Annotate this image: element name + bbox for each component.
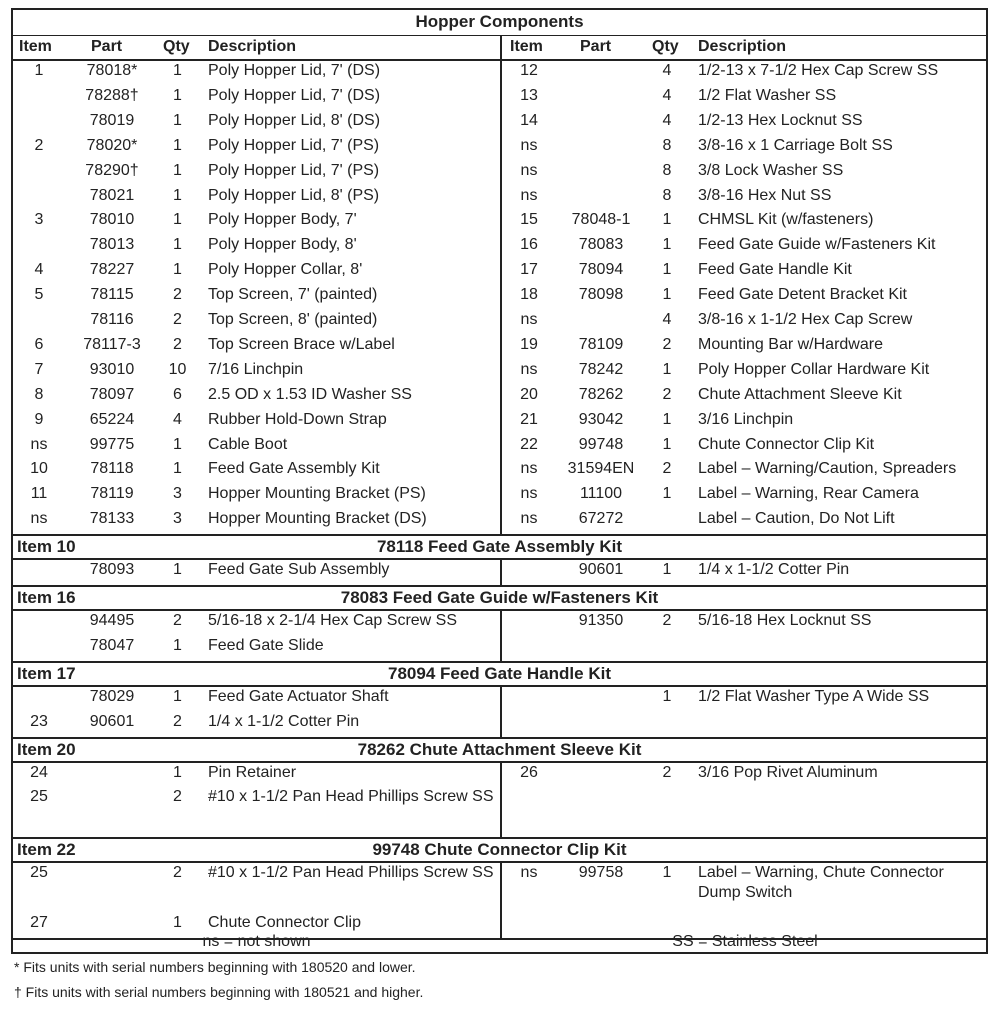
cell-desc: 7/16 Linchpin <box>208 360 304 378</box>
kit-title: 78094 Feed Gate Handle Kit <box>388 664 611 683</box>
cell-qty: 1 <box>173 637 182 654</box>
cell-part: 91350 <box>578 612 624 629</box>
cell-desc: Pin Retainer <box>208 764 297 781</box>
footnote-dagger: † Fits units with serial numbers beginning with 180521 and higher. <box>14 984 424 1000</box>
cell-item: 11 <box>30 485 48 503</box>
cell-qty: 1 <box>662 485 672 503</box>
kit-item-label: Item 17 <box>17 664 76 683</box>
header-item-right: Item <box>510 38 543 55</box>
cell-qty: 1 <box>173 914 182 931</box>
cell-qty: 1 <box>662 410 672 428</box>
cell-part: 78048-1 <box>571 211 631 229</box>
cell-part: 78118 <box>90 460 134 478</box>
parts-table <box>11 8 988 954</box>
cell-desc: Feed Gate Actuator Shaft <box>208 688 389 705</box>
cell-desc: Feed Gate Guide w/Fasteners Kit <box>698 236 936 254</box>
cell-qty: 1 <box>173 111 182 129</box>
cell-desc: Rubber Hold-Down Strap <box>208 410 387 428</box>
cell-qty: 1 <box>662 261 672 279</box>
kit-item-label: Item 10 <box>17 537 76 556</box>
cell-qty: 6 <box>173 385 182 403</box>
kit-section-header <box>13 536 986 558</box>
cell-part: 78116 <box>90 311 134 328</box>
cell-part: 99758 <box>578 864 624 881</box>
cell-desc: 5/16-18 x 2-1/4 Hex Cap Screw SS <box>208 612 458 629</box>
cell-desc: Poly Hopper Lid, 7' (PS) <box>208 136 380 154</box>
cell-qty: 1 <box>173 688 182 705</box>
cell-desc: 3/16 Linchpin <box>698 410 794 428</box>
cell-qty: 1 <box>173 211 182 229</box>
cell-part: 78119 <box>90 485 134 503</box>
cell-item: 21 <box>520 410 538 428</box>
cell-qty: 8 <box>662 161 672 179</box>
footnote-asterisk: * Fits units with serial numbers beginning with 180520 and lower. <box>14 959 416 975</box>
cell-desc: 1/2 Flat Washer SS <box>698 86 837 104</box>
cell-desc: #10 x 1-1/2 Pan Head Phillips Screw SS <box>208 788 494 805</box>
cell-desc: 5/16-18 Hex Locknut SS <box>698 612 872 629</box>
cell-qty: 1 <box>662 360 672 378</box>
cell-qty: 1 <box>662 236 672 254</box>
cell-desc: Poly Hopper Lid, 7' (DS) <box>208 86 381 104</box>
cell-desc: Chute Attachment Sleeve Kit <box>698 385 902 403</box>
cell-desc: Label – Warning, Chute Connector Dump Switch <box>698 864 944 901</box>
cell-part: 78098 <box>578 286 624 304</box>
cell-qty: 1 <box>173 186 182 204</box>
header-part-left: Part <box>91 38 123 55</box>
cell-desc: Feed Gate Detent Bracket Kit <box>698 286 907 304</box>
cell-part: 78109 <box>578 335 624 353</box>
kit-section-header <box>13 587 986 609</box>
cell-desc: Poly Hopper Collar, 8' <box>208 261 363 279</box>
cell-part: 78019 <box>89 111 135 129</box>
cell-qty: 1 <box>173 236 182 254</box>
column-divider <box>500 36 502 536</box>
cell-desc: Poly Hopper Lid, 8' (PS) <box>208 186 380 204</box>
cell-part: 90601 <box>89 713 135 730</box>
cell-qty: 3 <box>173 510 182 528</box>
cell-desc: Chute Connector Clip <box>208 914 361 931</box>
cell-item: ns <box>520 136 538 154</box>
cell-qty: 8 <box>662 136 672 154</box>
cell-item: ns <box>520 485 538 503</box>
kit-title: 99748 Chute Connector Clip Kit <box>372 840 627 859</box>
cell-item: 3 <box>34 211 44 229</box>
cell-qty: 3 <box>173 485 182 503</box>
cell-qty: 1 <box>173 561 182 578</box>
cell-item: 14 <box>520 111 538 129</box>
cell-qty: 1 <box>173 435 182 453</box>
cell-desc: Feed Gate Sub Assembly <box>208 561 390 578</box>
header-qty-left: Qty <box>163 38 190 55</box>
cell-item: ns <box>520 510 538 528</box>
cell-qty: 1 <box>173 261 182 279</box>
table-title: Hopper Components <box>415 12 584 31</box>
cell-desc: Top Screen Brace w/Label <box>208 335 395 353</box>
cell-part: 78227 <box>89 261 135 279</box>
cell-qty: 2 <box>173 713 182 730</box>
cell-part: 93042 <box>578 410 624 428</box>
cell-desc: 1/2 Flat Washer Type A Wide SS <box>698 688 930 705</box>
cell-qty: 8 <box>662 186 672 204</box>
cell-desc: Label – Warning, Rear Camera <box>698 485 919 503</box>
kit-section-header <box>13 739 986 761</box>
cell-qty: 2 <box>173 335 182 353</box>
cell-part: 65224 <box>89 410 135 428</box>
cell-desc: Feed Gate Slide <box>208 637 324 654</box>
cell-desc: CHMSL Kit (w/fasteners) <box>698 211 874 229</box>
cell-part: 31594EN <box>567 460 635 478</box>
cell-desc: Hopper Mounting Bracket (DS) <box>208 510 427 528</box>
cell-item: ns <box>520 460 538 478</box>
cell-qty: 1 <box>173 460 182 478</box>
cell-desc: Top Screen, 8' (painted) <box>208 311 378 328</box>
cell-item: 13 <box>520 86 538 104</box>
cell-desc: Cable Boot <box>208 435 288 453</box>
cell-desc: Poly Hopper Lid, 8' (DS) <box>208 111 381 129</box>
cell-qty: 4 <box>662 311 672 328</box>
cell-part: 78018* <box>86 62 138 79</box>
cell-qty: 4 <box>662 86 672 104</box>
cell-part: 78262 <box>578 385 624 403</box>
cell-desc: 1/2-13 x 7-1/2 Hex Cap Screw SS <box>698 62 939 79</box>
cell-qty: 2 <box>173 864 182 881</box>
cell-qty: 1 <box>662 561 672 578</box>
cell-item: 9 <box>34 410 44 428</box>
column-divider <box>500 861 502 938</box>
cell-part: 78020* <box>86 136 138 154</box>
cell-part: 78029 <box>89 688 135 705</box>
cell-part: 78047 <box>89 637 135 654</box>
kit-title: 78118 Feed Gate Assembly Kit <box>376 537 623 556</box>
cell-item: 22 <box>520 435 538 453</box>
cell-qty: 2 <box>173 311 182 328</box>
cell-desc: Feed Gate Handle Kit <box>698 261 852 279</box>
cell-qty: 4 <box>662 111 672 129</box>
cell-item: 15 <box>520 211 538 229</box>
column-divider <box>500 558 502 585</box>
cell-part: 99775 <box>89 435 135 453</box>
cell-item: 19 <box>520 335 538 353</box>
column-divider <box>500 609 502 661</box>
cell-item: 18 <box>520 286 538 304</box>
cell-part: 78083 <box>578 236 624 254</box>
cell-part: 11100 <box>579 485 623 503</box>
cell-qty: 2 <box>662 612 672 629</box>
column-divider <box>500 685 502 737</box>
cell-part: 78290† <box>85 161 139 179</box>
cell-part: 78242 <box>578 360 624 378</box>
cell-desc: Top Screen, 7' (painted) <box>208 286 378 304</box>
cell-qty: 1 <box>662 435 672 453</box>
cell-part: 78288† <box>85 86 139 104</box>
cell-qty: 2 <box>173 612 182 629</box>
cell-qty: 1 <box>173 764 182 781</box>
cell-item: 1 <box>34 62 44 79</box>
cell-desc: Poly Hopper Lid, 7' (DS) <box>208 62 381 79</box>
cell-item: 2 <box>34 136 44 154</box>
cell-desc: Hopper Mounting Bracket (PS) <box>208 485 426 503</box>
header-description-left: Description <box>208 38 297 55</box>
cell-part: 78021 <box>89 186 135 204</box>
cell-item: 26 <box>520 764 538 781</box>
cell-item: 25 <box>30 788 48 805</box>
cell-item: ns <box>30 435 48 453</box>
cell-desc: Poly Hopper Lid, 7' (PS) <box>208 161 380 179</box>
cell-part: 93010 <box>89 360 135 378</box>
cell-desc: 1/4 x 1-1/2 Cotter Pin <box>698 561 850 578</box>
cell-item: 10 <box>30 460 48 478</box>
cell-part: 78133 <box>89 510 135 528</box>
cell-part: 78013 <box>89 236 135 254</box>
header-part-right: Part <box>580 38 612 55</box>
legend-not-shown: ns = not shown <box>202 933 311 950</box>
kit-section-header <box>13 663 986 685</box>
cell-qty: 1 <box>662 286 672 304</box>
cell-desc: 3/8-16 Hex Nut SS <box>698 186 832 204</box>
cell-desc: 2.5 OD x 1.53 ID Washer SS <box>208 385 412 403</box>
cell-desc: Label – Warning/Caution, Spreaders <box>698 460 957 478</box>
cell-item: 5 <box>34 286 44 304</box>
cell-desc: Label – Caution, Do Not Lift <box>698 510 895 528</box>
cell-part: 78115 <box>90 286 134 304</box>
cell-qty: 1 <box>173 161 182 179</box>
cell-qty: 1 <box>173 62 182 79</box>
cell-item: 25 <box>30 864 48 881</box>
cell-desc: 3/16 Pop Rivet Aluminum <box>698 764 878 781</box>
cell-item: 16 <box>520 236 538 254</box>
cell-item: 6 <box>34 335 44 353</box>
cell-desc: 3/8-16 x 1-1/2 Hex Cap Screw <box>698 311 913 328</box>
cell-qty: 2 <box>662 460 672 478</box>
cell-item: 4 <box>34 261 44 279</box>
cell-part: 99748 <box>578 435 624 453</box>
cell-item: 8 <box>34 385 44 403</box>
cell-desc: Mounting Bar w/Hardware <box>698 335 883 353</box>
cell-part: 78010 <box>89 211 135 229</box>
cell-qty: 2 <box>173 788 182 805</box>
cell-item: 24 <box>30 764 48 781</box>
cell-desc: Poly Hopper Collar Hardware Kit <box>698 360 930 378</box>
cell-desc: Feed Gate Assembly Kit <box>208 460 380 478</box>
cell-desc: 1/2-13 Hex Locknut SS <box>698 111 863 129</box>
cell-item: 27 <box>30 914 48 931</box>
cell-qty: 2 <box>662 335 672 353</box>
cell-qty: 1 <box>662 688 672 705</box>
column-divider <box>500 761 502 838</box>
cell-item: ns <box>520 360 538 378</box>
kit-item-label: Item 20 <box>17 740 76 759</box>
cell-item: ns <box>520 161 538 179</box>
cell-desc: Chute Connector Clip Kit <box>698 435 875 453</box>
cell-item: 23 <box>30 713 48 730</box>
cell-item: ns <box>520 186 538 204</box>
header-item-left: Item <box>19 38 52 55</box>
cell-item: 12 <box>520 62 538 79</box>
cell-item: ns <box>520 311 538 328</box>
kit-title: 78083 Feed Gate Guide w/Fasteners Kit <box>340 588 659 607</box>
cell-part: 78097 <box>89 385 135 403</box>
legend-stainless-steel: SS = Stainless Steel <box>672 933 818 950</box>
cell-desc: #10 x 1-1/2 Pan Head Phillips Screw SS <box>208 864 494 881</box>
cell-part: 94495 <box>89 612 135 629</box>
cell-part: 67272 <box>578 510 624 528</box>
cell-qty: 10 <box>168 360 187 378</box>
cell-desc: Poly Hopper Body, 7' <box>208 211 357 229</box>
cell-item: ns <box>520 864 538 881</box>
header-qty-right: Qty <box>652 38 679 55</box>
cell-qty: 2 <box>662 385 672 403</box>
cell-qty: 1 <box>173 86 182 104</box>
cell-qty: 2 <box>173 286 182 304</box>
cell-qty: 2 <box>662 764 672 781</box>
cell-part: 78117-3 <box>83 335 141 353</box>
kit-section-header <box>13 839 986 861</box>
cell-item: 7 <box>34 360 44 378</box>
cell-item: 17 <box>520 261 538 279</box>
cell-qty: 1 <box>173 136 182 154</box>
cell-part: 78094 <box>578 261 624 279</box>
kit-item-label: Item 16 <box>17 588 76 607</box>
cell-item: 20 <box>520 385 538 403</box>
header-description-right: Description <box>698 38 787 55</box>
cell-qty: 1 <box>662 211 672 229</box>
cell-desc: Poly Hopper Body, 8' <box>208 236 357 254</box>
cell-desc: 3/8-16 x 1 Carriage Bolt SS <box>698 136 893 154</box>
cell-qty: 4 <box>173 410 182 428</box>
kit-item-label: Item 22 <box>17 840 76 859</box>
kit-title: 78262 Chute Attachment Sleeve Kit <box>357 740 642 759</box>
cell-desc: 1/4 x 1-1/2 Cotter Pin <box>208 713 360 730</box>
cell-item: ns <box>30 510 48 528</box>
cell-part: 90601 <box>578 561 624 578</box>
cell-qty: 1 <box>662 864 672 881</box>
cell-part: 78093 <box>89 561 135 578</box>
cell-qty: 4 <box>662 62 672 79</box>
cell-desc: 3/8 Lock Washer SS <box>698 161 844 179</box>
